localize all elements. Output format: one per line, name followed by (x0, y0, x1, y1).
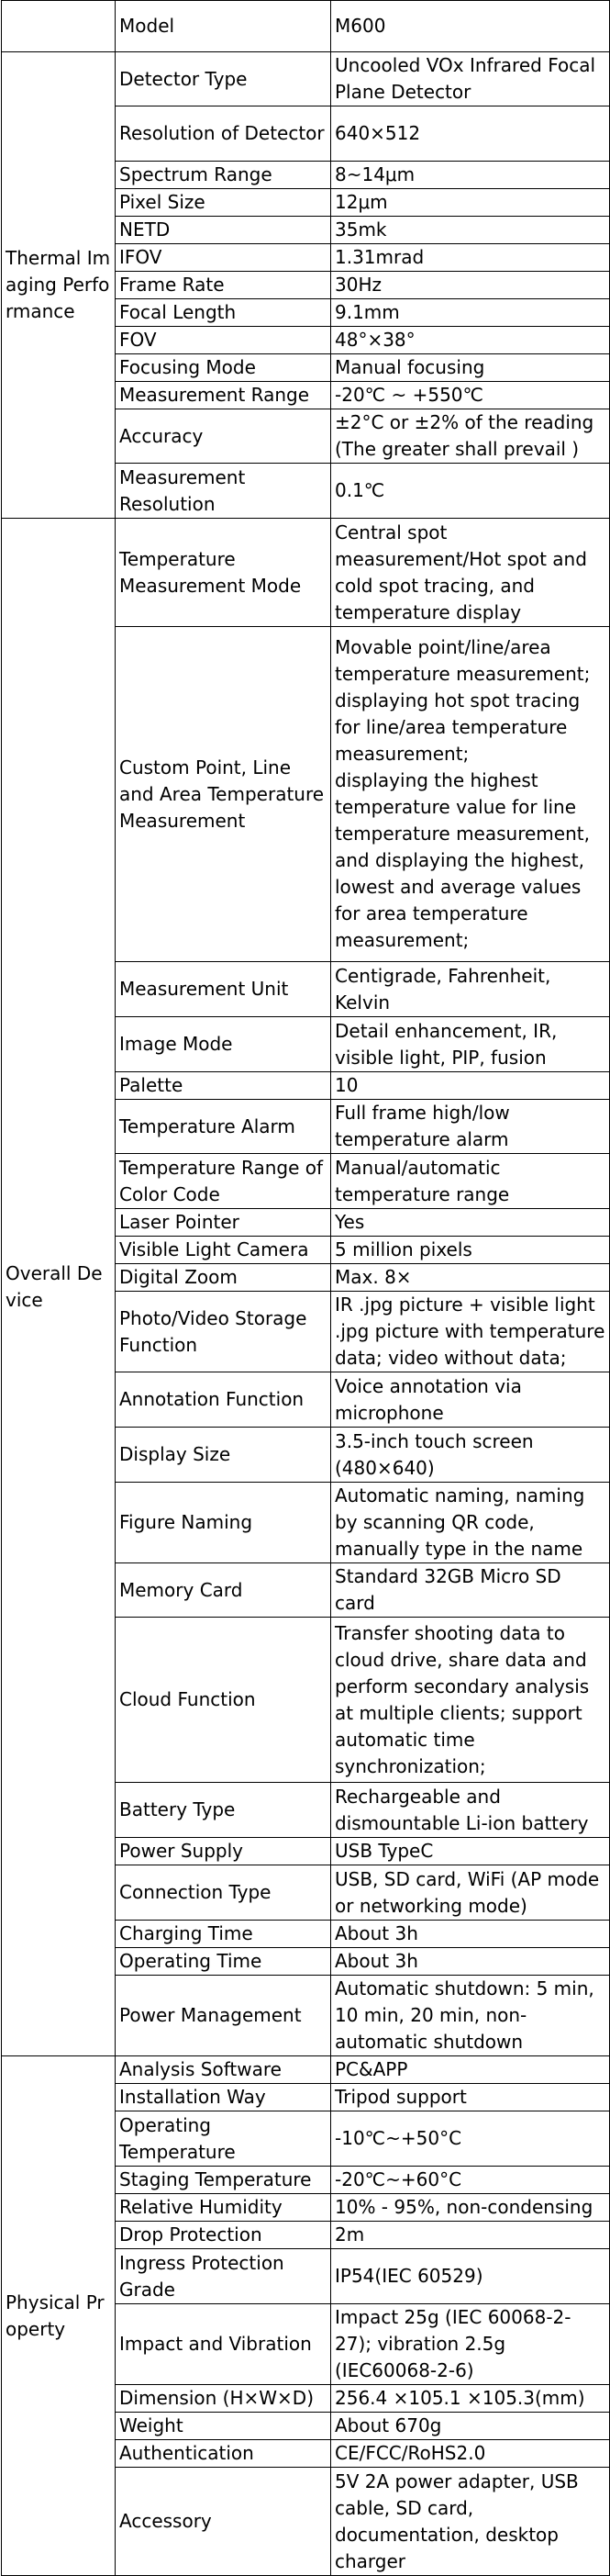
param-value: -20℃ ~ +550℃ (331, 382, 610, 409)
param-name: Figure Naming (116, 1483, 331, 1563)
param-name: Temperature Range of Color Code (116, 1154, 331, 1209)
param-name: Spectrum Range (116, 162, 331, 189)
param-name: Drop Protection (116, 2222, 331, 2249)
param-name: Custom Point, Line and Area Temperature Measurement (116, 627, 331, 962)
param-value: 48°×38° (331, 327, 610, 354)
param-value: Detail enhancement, IR, visible light, PIP, fusion (331, 1017, 610, 1072)
param-name: Connection Type (116, 1865, 331, 1921)
param-name: Temperature Alarm (116, 1100, 331, 1154)
param-name: Frame Rate (116, 272, 331, 299)
param-value: IR .jpg picture + visible light .jpg picture with temperature data; video without data; (331, 1292, 610, 1372)
param-name: Charging Time (116, 1921, 331, 1948)
param-value: ±2°C or ±2% of the reading (The greater shall prevail ) (331, 409, 610, 464)
param-name: Installation Way (116, 2084, 331, 2111)
param-value: About 670g (331, 2413, 610, 2440)
param-value: 2m (331, 2222, 610, 2249)
param-value: 640×512 (331, 106, 610, 162)
param-name: Power Supply (116, 1838, 331, 1865)
param-name: Weight (116, 2413, 331, 2440)
param-value: Central spot measurement/Hot spot and cold spot tracing, and temperature display (331, 519, 610, 627)
param-name: Temperature Measurement Mode (116, 519, 331, 627)
param-value: 0.1℃ (331, 464, 610, 519)
param-name: Visible Light Camera (116, 1237, 331, 1264)
param-value: 3.5-inch touch screen (480×640) (331, 1428, 610, 1483)
table-row (2, 2056, 610, 2084)
param-value: CE/FCC/RoHS2.0 (331, 2440, 610, 2468)
param-name: Impact and Vibration (116, 2304, 331, 2385)
category-cell: Physical Property (2, 2056, 116, 2576)
param-value: Tripod support (331, 2084, 610, 2111)
param-name: FOV (116, 327, 331, 354)
table-row (2, 52, 610, 106)
param-name: Photo/Video Storage Function (116, 1292, 331, 1372)
param-name: Dimension (H×W×D) (116, 2385, 331, 2413)
param-value: Transfer shooting data to cloud drive, share data and perform secondary analysis at multiple clients; support automatic time synchronization; (331, 1618, 610, 1783)
param-name: NETD (116, 217, 331, 244)
param-value: Impact 25g (IEC 60068-2-27); vibration 2.5g (IEC60068-2-6) (331, 2304, 610, 2385)
param-name: Detector Type (116, 52, 331, 106)
param-name: Accuracy (116, 409, 331, 464)
param-name: Cloud Function (116, 1618, 331, 1783)
param-value: 10% - 95%, non-condensing (331, 2194, 610, 2222)
param-value: 9.1mm (331, 299, 610, 327)
param-value: About 3h (331, 1948, 610, 1976)
param-value: 5 million pixels (331, 1237, 610, 1264)
param-value: -20℃~+60°C (331, 2167, 610, 2194)
param-name: Operating Temperature (116, 2111, 331, 2167)
param-name: Annotation Function (116, 1372, 331, 1428)
param-value: 10 (331, 1072, 610, 1100)
param-name: Power Management (116, 1976, 331, 2056)
param-value: Movable point/line/area temperature measurement; displaying hot spot tracing for line/area temperature measurement; displaying the highest temperature value for line temperature measurement, and displaying the highest, lowest and average values for area temperature measurement; (331, 627, 610, 962)
param-value: Manual focusing (331, 354, 610, 382)
param-name: Focusing Mode (116, 354, 331, 382)
table-row (2, 519, 610, 627)
spec-table-body (2, 1, 610, 2576)
param-name: Measurement Resolution (116, 464, 331, 519)
param-name: Laser Pointer (116, 1209, 331, 1237)
param-value: About 3h (331, 1921, 610, 1948)
param-name: Palette (116, 1072, 331, 1100)
param-value: Uncooled VOx Infrared Focal Plane Detector (331, 52, 610, 106)
param-value: Standard 32GB Micro SD card (331, 1563, 610, 1618)
param-name: IFOV (116, 244, 331, 272)
param-name: Digital Zoom (116, 1264, 331, 1292)
param-value: Full frame high/low temperature alarm (331, 1100, 610, 1154)
param-value: Manual/automatic temperature range (331, 1154, 610, 1209)
param-value: IP54(IEC 60529) (331, 2249, 610, 2304)
param-name: Display Size (116, 1428, 331, 1483)
param-name: Model (116, 1, 331, 52)
param-value: 8~14μm (331, 162, 610, 189)
param-name: Operating Time (116, 1948, 331, 1976)
param-value: 5V 2A power adapter, USB cable, SD card, documentation, desktop charger (331, 2468, 610, 2576)
param-value: 256.4 ×105.1 ×105.3(mm) (331, 2385, 610, 2413)
param-name: Focal Length (116, 299, 331, 327)
param-name: Measurement Unit (116, 962, 331, 1017)
param-name: Pixel Size (116, 189, 331, 217)
param-name: Authentication (116, 2440, 331, 2468)
param-name: Image Mode (116, 1017, 331, 1072)
param-name: Battery Type (116, 1783, 331, 1838)
param-value: 1.31mrad (331, 244, 610, 272)
param-value: Max. 8× (331, 1264, 610, 1292)
param-value: PC&APP (331, 2056, 610, 2084)
param-value: -10℃~+50°C (331, 2111, 610, 2167)
param-name: Ingress Protection Grade (116, 2249, 331, 2304)
spec-table (1, 0, 610, 2576)
param-name: Measurement Range (116, 382, 331, 409)
param-value: Centigrade, Fahrenheit, Kelvin (331, 962, 610, 1017)
param-name: Analysis Software (116, 2056, 331, 2084)
category-cell: Thermal Imaging Performance (2, 52, 116, 519)
category-cell: Overall Device (2, 519, 116, 2056)
param-value: USB TypeC (331, 1838, 610, 1865)
param-value: Automatic shutdown: 5 min, 10 min, 20 min, non-automatic shutdown (331, 1976, 610, 2056)
param-name: Relative Humidity (116, 2194, 331, 2222)
param-value: 30Hz (331, 272, 610, 299)
param-value: Voice annotation via microphone (331, 1372, 610, 1428)
param-name: Accessory (116, 2468, 331, 2576)
category-cell (2, 1, 116, 52)
param-name: Staging Temperature (116, 2167, 331, 2194)
param-name: Resolution of Detector (116, 106, 331, 162)
param-value: Automatic naming, naming by scanning QR code, manually type in the name (331, 1483, 610, 1563)
param-value: M600 (331, 1, 610, 52)
param-value: Rechargeable and dismountable Li-ion battery (331, 1783, 610, 1838)
param-value: 35mk (331, 217, 610, 244)
param-name: Memory Card (116, 1563, 331, 1618)
table-row (2, 1, 610, 52)
param-value: Yes (331, 1209, 610, 1237)
param-value: 12μm (331, 189, 610, 217)
param-value: USB, SD card, WiFi (AP mode or networking mode) (331, 1865, 610, 1921)
